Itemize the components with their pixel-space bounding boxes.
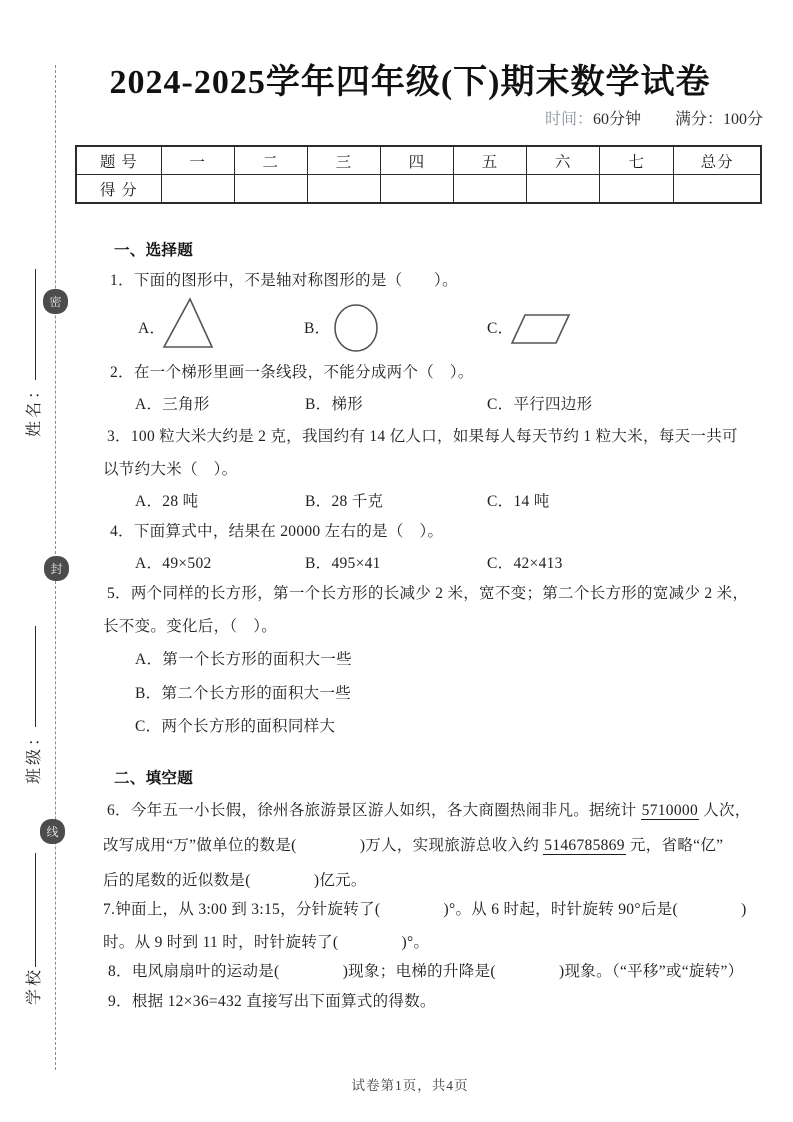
question-8-text: 8．电风扇扇叶的运动是( )现象；电梯的升降是( )现象。（“平移”或“旋转”）: [108, 963, 744, 980]
question-number-row: [76, 146, 761, 175]
score-cell: [674, 175, 761, 204]
school-field: [21, 853, 43, 1005]
question-5-option-a: A．第一个长方形的面积大一些: [135, 651, 352, 668]
section-heading-fill: 二、填空题: [114, 770, 194, 787]
question-2-option-c: C．平行四边形: [487, 396, 593, 413]
score-cell: [453, 175, 526, 204]
question-6-text-line2: 改写成用“万”做单位的数是( )万人，实现旅游总收入约 5146785869 元，省略“亿”: [103, 837, 724, 854]
question-6-text-line3: 后的尾数的近似数是( )亿元。: [103, 872, 367, 889]
seal-stamp-feng: 封: [44, 556, 69, 581]
exam-meta: [60, 106, 763, 129]
question-5-text-line2: 长不变。变化后，（ ）。: [103, 618, 278, 635]
score-cell: [234, 175, 307, 204]
col-header: 一: [161, 146, 234, 175]
class-label: 班级：: [25, 726, 43, 784]
score-cell: [380, 175, 453, 204]
seal-stamp-xian: 线: [40, 819, 65, 844]
name-label: 姓名：: [25, 379, 43, 437]
time-label: 时间：60分钟: [544, 111, 641, 128]
question-1-option-b: B．: [304, 320, 331, 337]
class-field: [21, 626, 43, 784]
school-label: 学校: [25, 966, 43, 1005]
name-field: [21, 269, 43, 437]
question-5-text-line1: 5．两个同样的长方形，第一个长方形的长减少 2 米，宽不变；第二个长方形的宽减少 2 米，: [107, 585, 749, 602]
question-4-option-b: B．495×41: [305, 555, 381, 572]
question-9-text: 9．根据 12×36=432 直接写出下面算式的得数。: [108, 993, 436, 1010]
full-score-label: 满分：100分: [674, 111, 763, 128]
score-cell: [161, 175, 234, 204]
question-1-option-c: C．: [487, 320, 514, 337]
question-2-option-a: A．三角形: [135, 396, 210, 413]
score-cell: [600, 175, 674, 204]
col-header: 六: [527, 146, 600, 175]
underlined-number: 5710000: [641, 802, 698, 819]
question-3-option-a: A．28 吨: [135, 493, 199, 510]
class-blank-line: [28, 626, 36, 727]
question-5-option-c: C．两个长方形的面积同样大: [135, 718, 336, 735]
question-7-text-line2: 时。从 9 时到 11 时，时针旋转了( )°。: [103, 934, 430, 951]
col-header: 总分: [674, 146, 761, 175]
col-header: 二: [234, 146, 307, 175]
question-4-text: 4．下面算式中，结果在 20000 左右的是（ ）。: [110, 523, 444, 540]
question-3-option-c: C．14 吨: [487, 493, 550, 510]
question-7-text-line1: 7.钟面上，从 3:00 到 3:15，分针旋转了( )°。从 6 时起，时针旋转 90°后是( ): [103, 901, 747, 918]
page-footer: 试卷第1页，共4页: [351, 1078, 469, 1093]
underlined-number: 5146785869: [544, 837, 625, 854]
col-header: 五: [453, 146, 526, 175]
parallelogram-shape: [511, 313, 571, 345]
question-3-text-line2: 以节约大米（ ）。: [103, 461, 238, 478]
question-4-option-a: A．49×502: [135, 555, 212, 572]
question-1-option-a: A．: [138, 320, 166, 337]
col-header: 四: [380, 146, 453, 175]
question-4-option-c: C．42×413: [487, 555, 563, 572]
school-blank-line: [28, 853, 36, 967]
row-header-question-number: 题 号: [76, 146, 161, 175]
question-5-option-b: B．第二个长方形的面积大一些: [135, 685, 352, 702]
col-header: 三: [307, 146, 380, 175]
exam-title: 2024-2025学年四年级(下)期末数学试卷: [109, 64, 711, 101]
question-1-text: 1．下面的图形中，不是轴对称图形的是（ ）。: [110, 272, 458, 289]
question-3-text-line1: 3．100 粒大米大约是 2 克，我国约有 14 亿人口，如果每人每天节约 1 粒大米，每天一共可: [107, 428, 738, 445]
question-2-option-b: B．梯形: [305, 396, 364, 413]
question-3-option-b: B．28 千克: [305, 493, 384, 510]
score-table: [75, 145, 762, 204]
question-2-text: 2．在一个梯形里画一条线段，不能分成两个（ ）。: [110, 364, 474, 381]
name-blank-line: [28, 269, 36, 380]
row-header-score: 得 分: [76, 175, 161, 204]
question-6-text-line1: 6．今年五一小长假，徐州各旅游景区游人如织，各大商圈热闹非凡。据统计 5710000 人次，: [107, 802, 751, 819]
score-row: [76, 175, 761, 204]
score-cell: [307, 175, 380, 204]
section-heading-choice: 一、选择题: [114, 242, 194, 259]
circle-shape: [333, 303, 379, 353]
score-cell: [527, 175, 600, 204]
triangle-shape: [162, 297, 214, 349]
col-header: 七: [600, 146, 674, 175]
seal-stamp-mi: 密: [43, 289, 68, 314]
